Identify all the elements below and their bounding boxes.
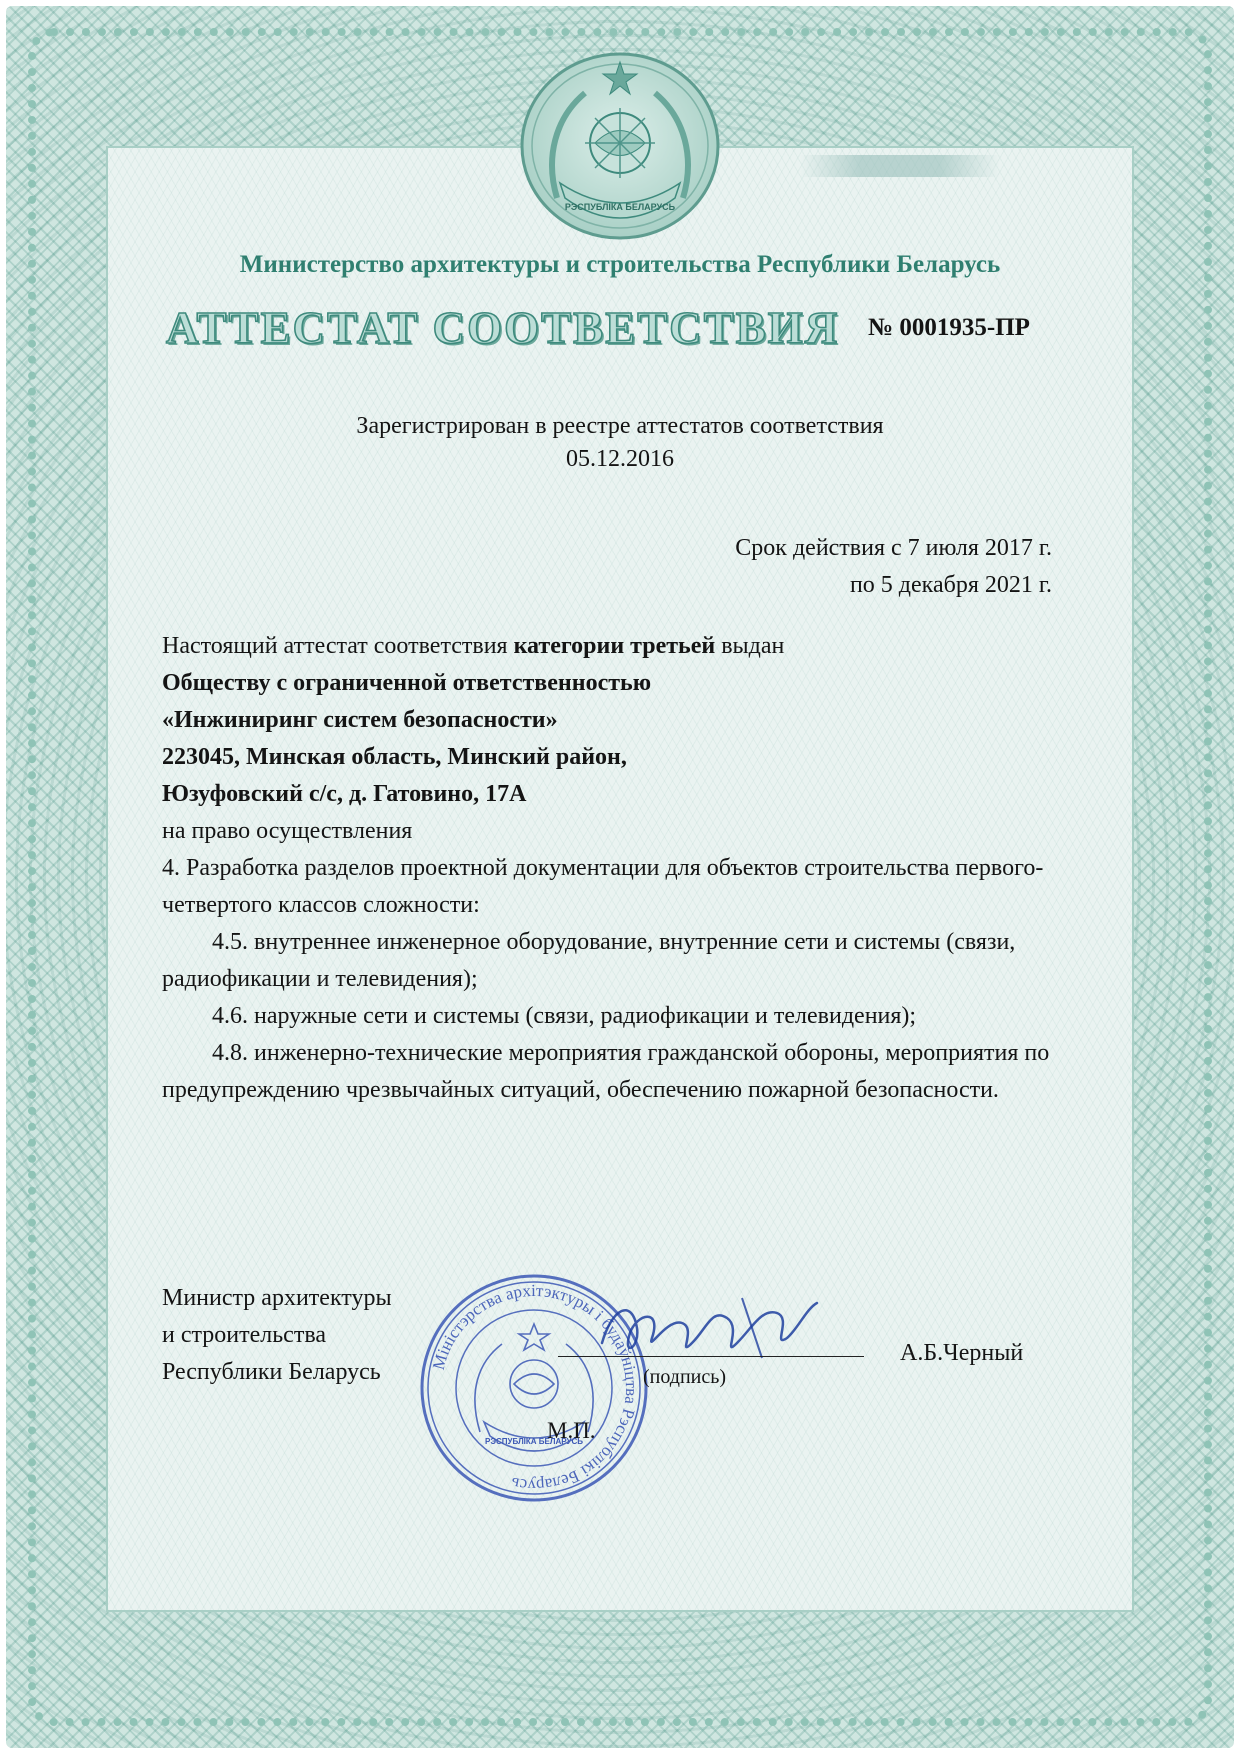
organization-line-1: Обществу с ограниченной ответственностью (162, 670, 652, 696)
seal-place-label: М.П. (547, 1418, 596, 1443)
item-4-6: 4.6. наружные сети и системы (связи, радиофикации и телевидения); (212, 1003, 917, 1029)
signer-position (162, 1280, 392, 1391)
stamp-ring-text: Міністэрства архітэктуры і будаўніцтва Рэспублікі Беларусь (428, 1280, 642, 1496)
emblem-lettering: РЭСПУБЛІКА БЕЛАРУСЬ (564, 202, 676, 212)
item-4-8: 4.8. инженерно-технические мероприятия гражданской обороны, мероприятия по предупреждению чрезвычайных ситуаций, обеспечению пожарной безопасности. (162, 1040, 1050, 1103)
address-line-2: Юзуфовский с/с, д. Гатовино, 17А (162, 781, 527, 807)
registration-line: Зарегистрирован в реестре аттестатов соответствия (356, 413, 884, 439)
signature-caption: (подпись) (643, 1366, 727, 1388)
intro-suffix: выдан (715, 633, 785, 659)
signer-position-line-2: и строительства (162, 1322, 326, 1348)
item-4-5: 4.5. внутреннее инженерное оборудование, внутренние сети и системы (связи, радиофикации и телевидения); (162, 929, 1016, 992)
item-4: 4. Разработка разделов проектной документации для объектов строительства первого-четвертого классов сложности: (162, 855, 1044, 918)
right-to-line: на право осуществления (162, 818, 413, 844)
registration-date: 05.12.2016 (566, 446, 674, 472)
ministry-name: Министерство архитектуры и строительства Республики Беларусь (239, 251, 1001, 278)
signer-position-line-1: Министр архитектуры (162, 1285, 392, 1311)
category-text: категории третьей (513, 633, 716, 659)
signer-name: А.Б.Черный (900, 1340, 1024, 1366)
signature-line (558, 1356, 864, 1357)
validity-from: Срок действия с 7 июля 2017 г. (735, 535, 1052, 561)
certificate-number: № 0001935-ПР (868, 314, 1030, 341)
address-line-1: 223045, Минская область, Минский район, (162, 744, 627, 770)
handwritten-signature-icon (592, 1288, 822, 1374)
certificate-body (162, 628, 1072, 1109)
document-title: АТТЕСТАТ СООТВЕТСТВИЯ (166, 303, 840, 353)
state-emblem-icon (515, 48, 725, 244)
signer-position-line-3: Республики Беларусь (162, 1359, 381, 1385)
faint-ribbon-decoration (800, 155, 1000, 177)
intro-line (162, 628, 1072, 665)
organization-line-2: «Инжиниринг систем безопасности» (162, 707, 558, 733)
validity-to: по 5 декабря 2021 г. (849, 572, 1052, 598)
stamp-center-text: РЭСПУБЛІКА БЕЛАРУСЬ (484, 1437, 584, 1446)
validity-block (735, 530, 1052, 604)
intro-prefix: Настоящий аттестат соответствия (162, 633, 514, 659)
registration-block (0, 410, 1240, 476)
